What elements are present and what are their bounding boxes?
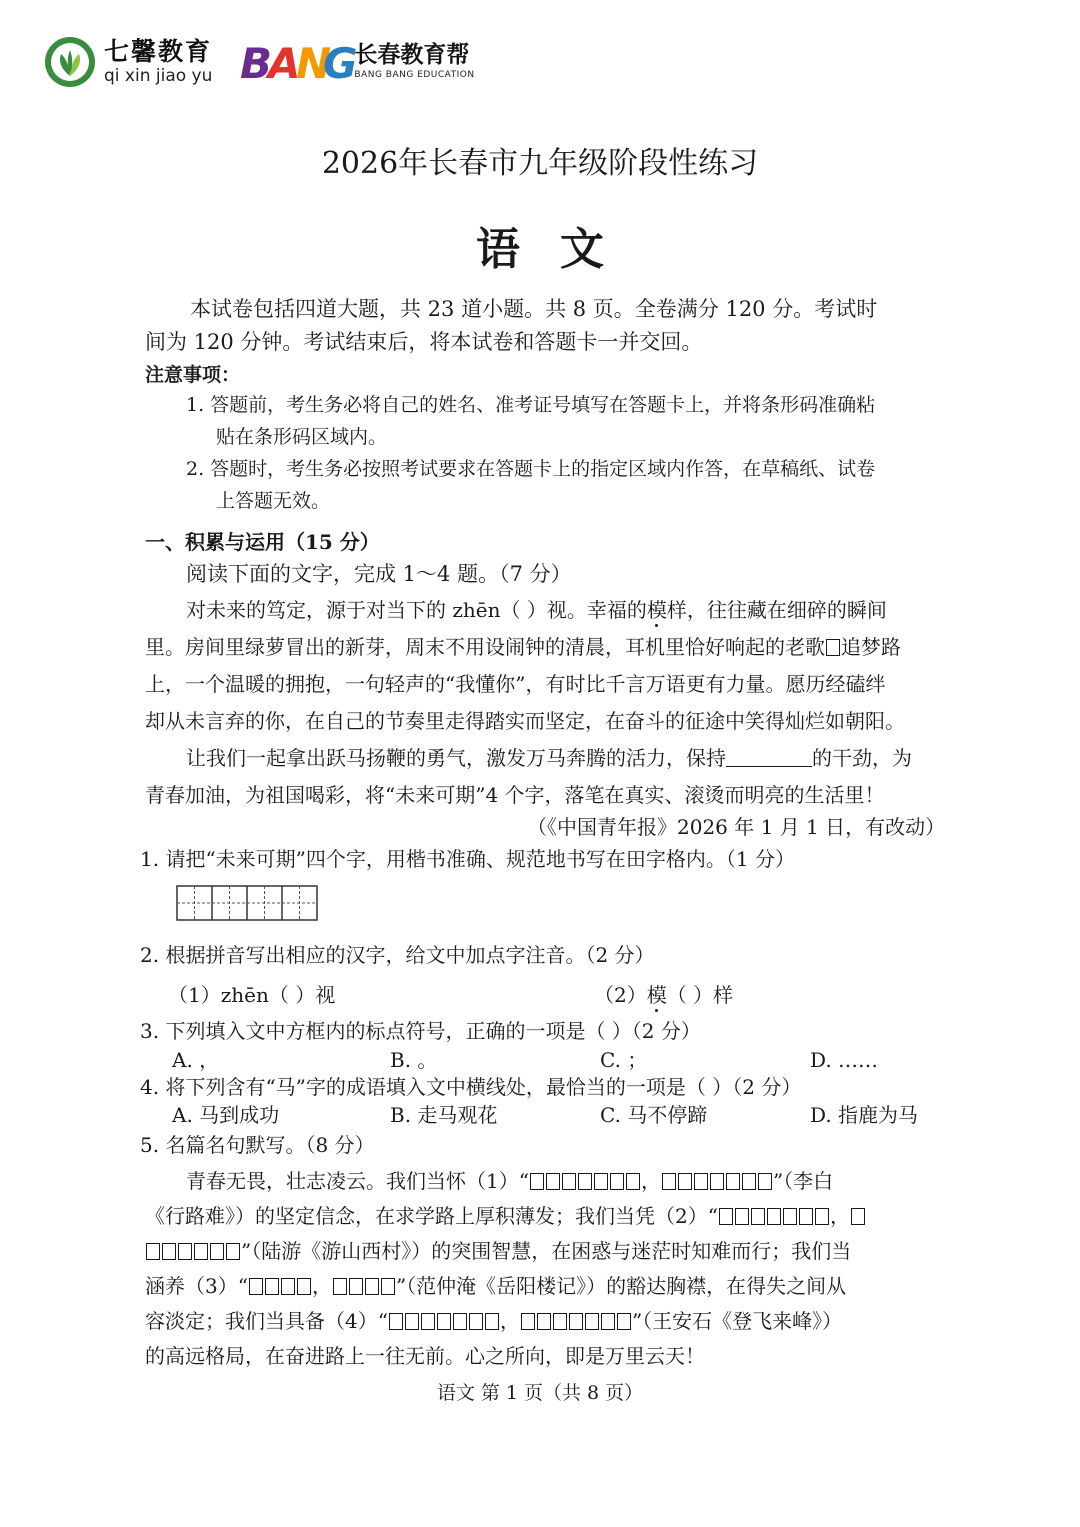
answer-box bbox=[815, 1208, 829, 1225]
passage-p2-l1a: 让我们一起拿出跃马扬鞭的勇气，激发万马奔腾的活力，保持 bbox=[186, 746, 726, 770]
answer-box bbox=[421, 1313, 435, 1330]
tianzige-grid bbox=[176, 885, 318, 921]
svg-text:G: G bbox=[323, 39, 358, 88]
answer-box bbox=[799, 1208, 813, 1225]
answer-box bbox=[626, 1173, 640, 1190]
answer-box bbox=[710, 1173, 724, 1190]
q5-l3a: ”（陆游《游山西村》）的突围智慧，在困惑与迷茫时知难而行；我们当 bbox=[241, 1239, 852, 1263]
intro-line-1: 本试卷包括四道大题，共 23 道小题。共 8 页。全卷满分 120 分。考试时 bbox=[190, 297, 878, 321]
q5-l1a: 青春无畏，壮志凌云。我们当怀（1）“ bbox=[186, 1169, 529, 1193]
bang-text bbox=[354, 44, 474, 80]
q4-option-a: A. 马到成功 bbox=[172, 1103, 280, 1127]
answer-box bbox=[178, 1243, 192, 1260]
answer-box bbox=[851, 1208, 865, 1225]
answer-box bbox=[694, 1173, 708, 1190]
notes-title: 注意事项： bbox=[145, 364, 241, 386]
answer-box bbox=[562, 1173, 576, 1190]
passage-source: （《中国青年报》2026 年 1 月 1 日，有改动） bbox=[527, 815, 946, 839]
passage-p1-line-2 bbox=[145, 635, 901, 659]
q5-l1b: ， bbox=[640, 1169, 661, 1193]
answer-box bbox=[194, 1243, 208, 1260]
q5-line-3 bbox=[145, 1239, 851, 1263]
qixin-pinyin: qi xin jiao yu bbox=[104, 66, 213, 86]
q3-option-d: D. …… bbox=[810, 1048, 879, 1072]
answer-box bbox=[349, 1278, 363, 1295]
svg-text:A: A bbox=[268, 39, 301, 88]
answer-box bbox=[553, 1313, 567, 1330]
svg-text:N: N bbox=[296, 39, 332, 88]
note-2-line-1: 2. 答题时，考生务必按照考试要求在答题卡上的指定区域内作答，在草稿纸、试卷 bbox=[186, 458, 876, 480]
passage-p1-l2a: 里。房间里绿萝冒出的新芽，周末不用设闹钟的清晨，耳机里恰好响起的老歌 bbox=[145, 635, 825, 659]
answer-box bbox=[767, 1208, 781, 1225]
passage-p1-line-1 bbox=[186, 598, 887, 622]
q5-line-6: 的高远格局，在奋进路上一往无前。心之所向，即是万里云天！ bbox=[145, 1344, 705, 1368]
q1-stem: 1. 请把“未来可期”四个字，用楷书准确、规范地书写在田字格内。（1 分） bbox=[140, 847, 795, 871]
answer-box bbox=[297, 1278, 311, 1295]
answer-box bbox=[662, 1173, 676, 1190]
passage-p2-l1b: 的干劲，为 bbox=[812, 746, 912, 770]
q2-sub-2 bbox=[594, 983, 733, 1007]
q3-option-b: B. 。 bbox=[390, 1048, 438, 1072]
section-1-title: 一、积累与运用（15 分） bbox=[145, 530, 380, 554]
answer-box bbox=[537, 1313, 551, 1330]
q5-line-4 bbox=[145, 1274, 846, 1298]
q3-option-a: A. ， bbox=[172, 1048, 220, 1072]
answer-box bbox=[783, 1208, 797, 1225]
svg-text:B: B bbox=[240, 39, 273, 88]
q2-dotted-char: 模 bbox=[646, 983, 667, 1007]
q5-l4c: ”（范仲淹《岳阳楼记》）的豁达胸襟，在得失之间从 bbox=[395, 1274, 847, 1298]
passage-p1-l1a: 对未来的笃定，源于对当下的 zhēn（ ）视。幸福的 bbox=[186, 598, 647, 622]
q4-option-c: C. 马不停蹄 bbox=[600, 1103, 708, 1127]
bang-cn: 长春教育帮 bbox=[354, 42, 470, 68]
q5-l5c: ”（王安石《登飞来峰》） bbox=[631, 1309, 843, 1333]
q5-l5a: 容淡定；我们当具备（4）“ bbox=[145, 1309, 388, 1333]
answer-box bbox=[578, 1173, 592, 1190]
page-footer: 语文 第 1 页（共 8 页） bbox=[436, 1382, 644, 1404]
answer-box bbox=[453, 1313, 467, 1330]
passage-p1-line-4: 却从未言弃的你，在自己的节奏里走得踏实而坚定，在奋斗的征途中笑得灿烂如朝阳。 bbox=[145, 709, 905, 733]
answer-box bbox=[389, 1313, 403, 1330]
answer-box bbox=[719, 1208, 733, 1225]
answer-box bbox=[751, 1208, 765, 1225]
bang-wordmark-icon bbox=[240, 39, 358, 88]
passage-p1-l1b: 样，往往藏在细碎的瞬间 bbox=[666, 598, 887, 622]
answer-box bbox=[437, 1313, 451, 1330]
answer-box bbox=[546, 1173, 560, 1190]
answer-box bbox=[617, 1313, 631, 1330]
header-logos bbox=[44, 34, 475, 90]
q5-l5b: ， bbox=[499, 1309, 520, 1333]
q5-line-2 bbox=[145, 1204, 866, 1228]
q4-stem: 4. 将下列含有“马”字的成语填入文中横线处，最恰当的一项是（ ）（2 分） bbox=[140, 1075, 802, 1099]
q2-stem: 2. 根据拼音写出相应的汉字，给文中加点字注音。（2 分） bbox=[140, 943, 655, 967]
bang-logo bbox=[240, 39, 475, 88]
passage-p2-line-2: 青春加油，为祖国喝彩，将“未来可期”4 个字，落笔在真实、滚烫而明亮的生活里！ bbox=[145, 783, 885, 807]
passage-p1-l2b: 追梦路 bbox=[841, 635, 901, 659]
answer-box bbox=[381, 1278, 395, 1295]
subject-title: 语文 bbox=[476, 224, 644, 275]
q5-stem: 5. 名篇名句默写。（8 分） bbox=[140, 1133, 375, 1157]
answer-box bbox=[333, 1278, 347, 1295]
answer-box bbox=[249, 1278, 263, 1295]
q3-stem: 3. 下列填入文中方框内的标点符号，正确的一项是（ ）（2 分） bbox=[140, 1019, 701, 1043]
dotted-char-mo: 模 bbox=[646, 598, 667, 622]
passage-p2-line-1 bbox=[186, 746, 912, 770]
answer-box bbox=[210, 1243, 224, 1260]
qixin-logo-icon bbox=[44, 36, 96, 88]
section-1-instruction: 阅读下面的文字，完成 1～4 题。（7 分） bbox=[186, 562, 572, 586]
answer-box bbox=[530, 1173, 544, 1190]
q2-sub-1: （1）zhēn（ ）视 bbox=[168, 983, 336, 1007]
q4-option-b: B. 走马观花 bbox=[390, 1103, 498, 1127]
q5-line-5 bbox=[145, 1309, 842, 1333]
note-2-line-2: 上答题无效。 bbox=[216, 490, 331, 512]
intro-line-2: 间为 120 分钟。考试结束后，将本试卷和答题卡一并交回。 bbox=[145, 330, 703, 354]
answer-box bbox=[610, 1173, 624, 1190]
answer-box bbox=[226, 1243, 240, 1260]
answer-box bbox=[678, 1173, 692, 1190]
answer-box bbox=[742, 1173, 756, 1190]
answer-box bbox=[726, 1173, 740, 1190]
q5-l2b: ， bbox=[829, 1204, 850, 1228]
qixin-wordmark bbox=[104, 39, 212, 85]
answer-box bbox=[469, 1313, 483, 1330]
qixin-cn: 七馨教育 bbox=[104, 37, 213, 66]
punctuation-box bbox=[826, 639, 840, 656]
answer-box bbox=[162, 1243, 176, 1260]
q5-l4a: 涵养（3）“ bbox=[145, 1274, 248, 1298]
answer-box bbox=[405, 1313, 419, 1330]
bang-en: BANG BANG EDUCATION bbox=[354, 70, 475, 80]
q2-sub-2a: （2） bbox=[594, 983, 647, 1007]
answer-box bbox=[585, 1313, 599, 1330]
idiom-blank-line bbox=[726, 748, 812, 767]
answer-box bbox=[485, 1313, 499, 1330]
q2-sub-2b: （ ）样 bbox=[666, 983, 734, 1007]
answer-box bbox=[758, 1173, 772, 1190]
q3-option-c: C. ； bbox=[600, 1048, 648, 1072]
answer-box bbox=[146, 1243, 160, 1260]
answer-box bbox=[594, 1173, 608, 1190]
answer-box bbox=[569, 1313, 583, 1330]
q4-option-d: D. 指鹿为马 bbox=[810, 1103, 919, 1127]
answer-box bbox=[265, 1278, 279, 1295]
answer-box bbox=[601, 1313, 615, 1330]
passage-p1-line-3: 上，一个温暖的拥抱，一句轻声的“我懂你”，有时比千言万语更有力量。愿历经磕绊 bbox=[145, 672, 886, 696]
answer-box bbox=[281, 1278, 295, 1295]
q5-l4b: ， bbox=[311, 1274, 332, 1298]
answer-box bbox=[735, 1208, 749, 1225]
answer-box bbox=[521, 1313, 535, 1330]
note-1-line-1: 1. 答题前，考生务必将自己的姓名、准考证号填写在答题卡上，并将条形码准确粘 bbox=[186, 394, 876, 416]
note-1-line-2: 贴在条形码区域内。 bbox=[216, 426, 388, 448]
answer-box bbox=[365, 1278, 379, 1295]
exam-title: 2026年长春市九年级阶段性练习 bbox=[321, 146, 759, 181]
q5-l2a: 《行路难》）的坚定信念，在求学路上厚积薄发；我们当凭（2）“ bbox=[145, 1204, 718, 1228]
q5-line-1 bbox=[186, 1169, 833, 1193]
q5-l1c: ”（李白 bbox=[772, 1169, 834, 1193]
